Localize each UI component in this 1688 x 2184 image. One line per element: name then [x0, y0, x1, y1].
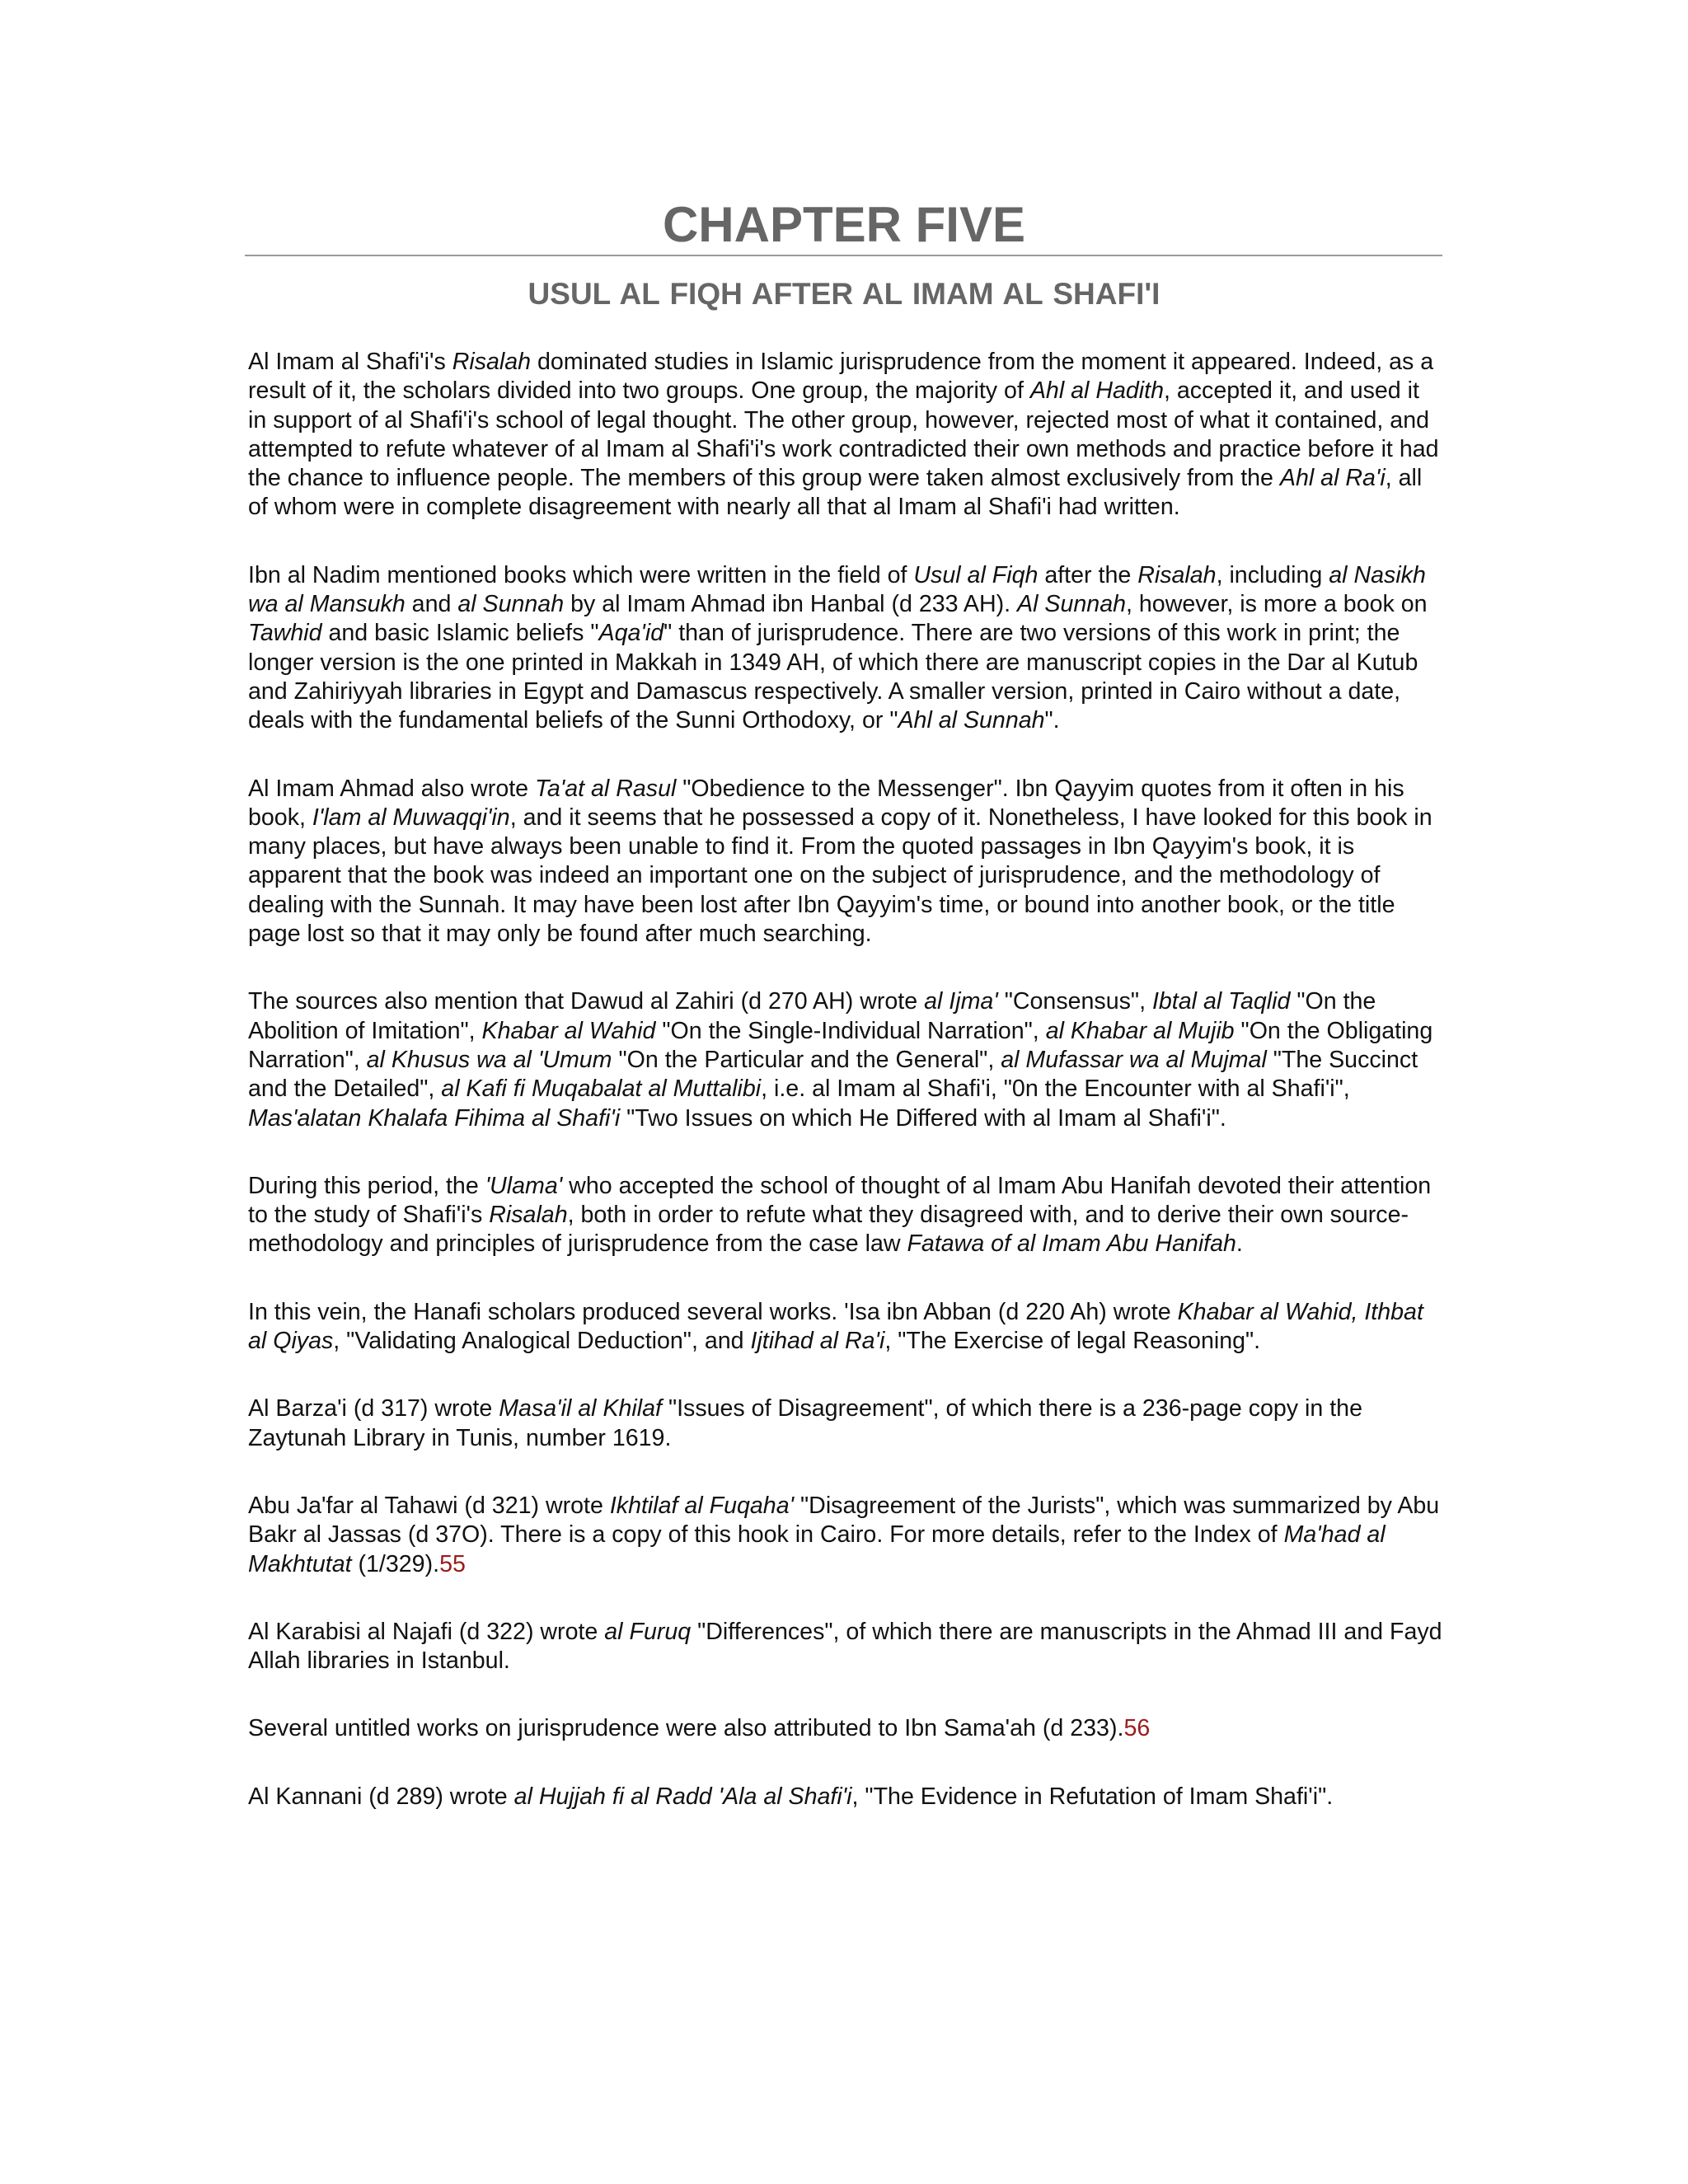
text-run: "On the Particular and the General", — [612, 1046, 1001, 1073]
text-run: Al Karabisi al Najafi (d 322) wrote — [248, 1618, 605, 1645]
text-run: , accepted it, and used it in support of al Shafi'i's school of legal thought. The other group, however, rejected most of what it contained, and attempted to refute whatever of al Imam al Shafi'i's work contradicted their own methods and practice before it had the chance to influence people. The members of this group were taken almost exclusively from the — [248, 377, 1439, 492]
text-run: "Issues of Disagreement", of which there is a 236-page copy in the Zaytunah Library in Tunis, number 1619. — [248, 1395, 1362, 1451]
italic-title: al Furuq — [604, 1618, 692, 1645]
text-run: and basic Islamic beliefs " — [321, 620, 599, 647]
text-run: , "The Exercise of legal Reasoning". — [884, 1328, 1261, 1355]
italic-title: Ma'had al Makhtutat — [248, 1521, 1386, 1577]
italic-title: Ikhtilaf al Fuqaha' — [609, 1492, 795, 1519]
italic-title: al Khabar al Mujib — [1045, 1017, 1235, 1044]
text-run: , and it seems that he possessed a copy of it. Nonetheless, I have looked for this book in many places, but have always been unable to find it. From the quoted passages in Ibn Qayyim's book, it is apparent that the book was indeed an important one on the subject of jurisprudence, and the methodology of dealing with the Sunnah. It may have been lost after Ibn Qayyim's time, or bound into another book, or the title page lost so that it may only be found after much searching. — [248, 804, 1432, 948]
italic-title: Ahl al Ra'i — [1279, 465, 1386, 492]
text-run: , "Validating Analogical Deduction", and — [333, 1328, 751, 1355]
paragraph — [248, 987, 1443, 1132]
italic-title: 'Ulama' — [485, 1172, 563, 1199]
text-run: dominated studies in Islamic jurisprudence from the moment it appeared. Indeed, as a result of it, the scholars divided into two groups. One group, the majority of — [248, 349, 1434, 405]
paragraph — [248, 348, 1443, 523]
italic-title: Risalah — [1137, 561, 1217, 588]
italic-title: Usul al Fiqh — [913, 561, 1039, 588]
italic-title: Masa'il al Khilaf — [499, 1395, 662, 1422]
text-run: Ibn al Nadim mentioned books which were written in the field of — [248, 561, 914, 588]
italic-title: al Khusus wa al 'Umum — [366, 1046, 612, 1073]
text-run: , "The Evidence in Refutation of Imam Shafi'i". — [851, 1783, 1334, 1810]
chapter-title: CHAPTER FIVE — [662, 197, 1026, 252]
text-run: by al Imam Ahmad ibn Hanbal (d 233 AH). — [564, 591, 1018, 618]
italic-title: Mas'alatan Khalafa Fihima al Shafi'i — [248, 1104, 621, 1132]
text-run: , all of whom were in complete disagreement with nearly all that al Imam al Shafi'i had written. — [248, 465, 1423, 521]
text-run: . — [1236, 1230, 1243, 1258]
italic-title: Tawhid — [248, 620, 322, 647]
text-run: who accepted the school of thought of al Imam Abu Hanifah devoted their attention to the study of Shafi'i's — [248, 1172, 1432, 1229]
italic-title: Ibtal al Taqlid — [1151, 988, 1291, 1015]
italic-title: Khabar al Wahid, Ithbat al Qiyas — [248, 1298, 1423, 1355]
italic-title: Ahl al Sunnah — [898, 707, 1045, 734]
text-run: ". — [1044, 707, 1060, 734]
text-run: Several untitled works on jurisprudence were also attributed to Ibn Sama'ah (d 233). — [248, 1715, 1124, 1742]
text-run: Al Imam al Shafi'i's — [248, 349, 452, 375]
chapter-subtitle: USUL AL FIQH AFTER AL IMAM AL SHAFI'I — [528, 277, 1160, 311]
text-run: " than of jurisprudence. There are two versions of this work in print; the longer version is the one printed in Makkah in 1349 AH, of which there are manuscript copies in the Dar al Kutub and Zahiriyyah libraries in Egypt and Damascus respectively. A smaller version, printed in Cairo without a date, deals with the fundamental beliefs of the Sunni Orthodoxy, or " — [248, 620, 1418, 734]
text-run: During this period, the — [248, 1172, 485, 1199]
text-run: "On the Abolition of Imitation", — [248, 988, 1376, 1044]
footnote-marker[interactable]: 56 — [1123, 1715, 1151, 1742]
text-run: In this vein, the Hanafi scholars produced several works. 'Isa ibn Abban (d 220 Ah) wrote — [248, 1298, 1178, 1325]
italic-title: al Sunnah — [457, 591, 565, 618]
paragraph — [248, 1783, 1443, 1811]
paragraph — [248, 1394, 1443, 1453]
text-run: "Two Issues on which He Differed with al Imam al Shafi'i". — [620, 1104, 1226, 1132]
text-run: Al Imam Ahmad also wrote — [248, 775, 536, 802]
italic-title: Al Sunnah — [1017, 591, 1126, 618]
italic-title: al Hujjah fi al Radd 'Ala al Shafi'i — [513, 1783, 852, 1810]
italic-title: al Mufassar wa al Mujmal — [1001, 1046, 1267, 1073]
text-run: (1/329). — [351, 1550, 440, 1577]
italic-title: al Ijma' — [924, 988, 998, 1015]
italic-title: Ijtihad al Ra'i — [750, 1328, 885, 1355]
italic-title: I'lam al Muwaqqi'in — [312, 804, 510, 831]
italic-title: Ta'at al Rasul — [535, 775, 677, 802]
text-run: "Disagreement of the Jurists", which was summarized by Abu Bakr al Jassas (d 37O). There is a copy of this hook in Cairo. For more details, refer to the Index of — [248, 1492, 1440, 1549]
text-run: "Obedience to the Messenger". Ibn Qayyim quotes from it often in his book, — [248, 775, 1404, 831]
body-text — [248, 348, 1443, 1850]
text-run: after the — [1038, 561, 1138, 588]
italic-title: al Nasikh wa al Mansukh — [248, 561, 1426, 618]
text-run: "Consensus", — [997, 988, 1152, 1015]
text-run: "On the Single-Individual Narration", — [655, 1017, 1046, 1044]
text-run: "Differences", of which there are manuscripts in the Ahmad III and Fayd Allah libraries in Istanbul. — [248, 1618, 1442, 1675]
italic-title: Ahl al Hadith — [1029, 377, 1164, 405]
text-run: , i.e. al Imam al Shafi'i, "0n the Encounter with al Shafi'i", — [761, 1076, 1350, 1103]
text-run: Abu Ja'far al Tahawi (d 321) wrote — [248, 1492, 610, 1519]
italic-title: al Kafi fi Muqabalat al Muttalibi — [441, 1076, 762, 1103]
text-run: Al Barza'i (d 317) wrote — [248, 1395, 499, 1422]
paragraph — [248, 1298, 1443, 1357]
italic-title: Risalah — [452, 349, 532, 375]
italic-title: Risalah — [489, 1202, 568, 1229]
paragraph — [248, 561, 1443, 736]
text-run: Al Kannani (d 289) wrote — [248, 1783, 514, 1810]
text-run: , including — [1216, 561, 1329, 588]
text-run: , however, is more a book on — [1126, 591, 1428, 618]
title-divider — [245, 255, 1442, 256]
italic-title: Aqa'id — [598, 620, 664, 647]
text-run: and — [405, 591, 458, 618]
italic-title: Fatawa of al Imam Abu Hanifah — [907, 1230, 1236, 1258]
paragraph — [248, 1492, 1443, 1579]
italic-title: Khabar al Wahid — [481, 1017, 656, 1044]
text-run: , both in order to refute what they disagreed with, and to derive their own source-methodology and principles of jurisprudence from the case law — [248, 1202, 1409, 1258]
paragraph — [248, 1172, 1443, 1259]
paragraph — [248, 775, 1443, 949]
paragraph — [248, 1618, 1443, 1676]
text-run: "On the Obligating Narration", — [248, 1017, 1433, 1073]
paragraph — [248, 1714, 1443, 1743]
text-run: The sources also mention that Dawud al Zahiri (d 270 AH) wrote — [248, 988, 925, 1015]
footnote-marker[interactable]: 55 — [439, 1550, 466, 1577]
text-run: "The Succinct and the Detailed", — [248, 1046, 1418, 1103]
